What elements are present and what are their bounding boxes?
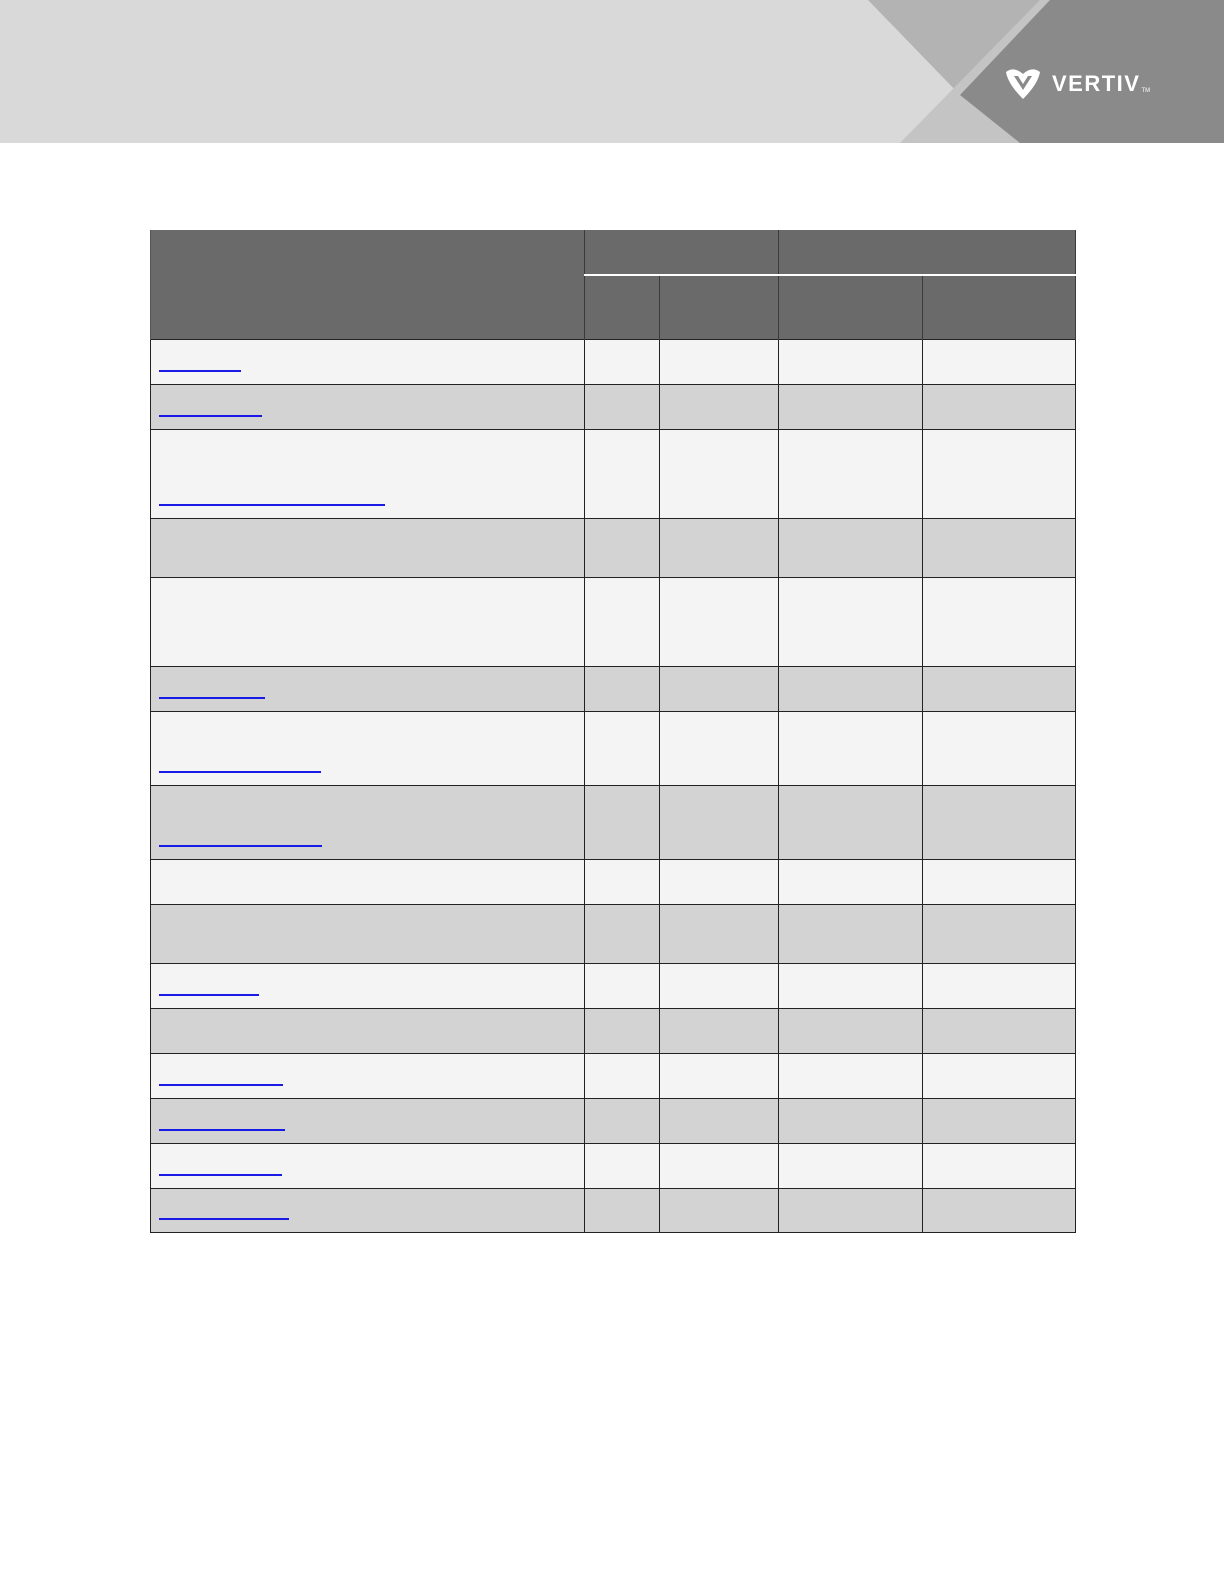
table-row <box>151 385 1076 430</box>
row-label-cell[interactable] <box>151 964 585 1009</box>
row-value-cell-4 <box>923 905 1076 964</box>
row-label-cell[interactable] <box>151 340 585 385</box>
row-link[interactable] <box>159 1129 285 1131</box>
table-row <box>151 905 1076 964</box>
row-value-cell-1 <box>585 1009 660 1054</box>
row-link[interactable] <box>159 994 259 996</box>
row-link[interactable] <box>159 845 322 847</box>
row-value-cell-3 <box>779 712 923 786</box>
row-label-cell[interactable] <box>151 1144 585 1189</box>
row-value-cell-4 <box>923 1189 1076 1233</box>
row-value-cell-4 <box>923 964 1076 1009</box>
row-value-cell-2 <box>660 1054 779 1099</box>
table-row <box>151 1054 1076 1099</box>
trademark-mark: TM <box>1141 88 1151 94</box>
row-value-cell-3 <box>779 340 923 385</box>
table-row <box>151 1009 1076 1054</box>
row-label-cell[interactable] <box>151 712 585 786</box>
row-value-cell-1 <box>585 905 660 964</box>
row-value-cell-2 <box>660 1144 779 1189</box>
row-label-cell[interactable] <box>151 1099 585 1144</box>
header-group-1 <box>585 230 779 275</box>
header-sub-4 <box>923 275 1076 340</box>
row-value-cell-4 <box>923 1144 1076 1189</box>
vertiv-logo-icon <box>1004 66 1042 102</box>
table-row <box>151 667 1076 712</box>
table-row <box>151 1189 1076 1233</box>
row-value-cell-2 <box>660 340 779 385</box>
row-value-cell-2 <box>660 964 779 1009</box>
row-value-cell-3 <box>779 860 923 905</box>
row-link[interactable] <box>159 1174 282 1176</box>
row-value-cell-4 <box>923 860 1076 905</box>
row-label-cell[interactable] <box>151 1189 585 1233</box>
row-link[interactable] <box>159 504 385 506</box>
row-value-cell-1 <box>585 1099 660 1144</box>
row-label-cell <box>151 905 585 964</box>
table-row <box>151 860 1076 905</box>
row-value-cell-3 <box>779 430 923 519</box>
row-link[interactable] <box>159 415 262 417</box>
row-value-cell-2 <box>660 519 779 578</box>
row-value-cell-3 <box>779 1054 923 1099</box>
row-value-cell-4 <box>923 340 1076 385</box>
row-label-cell <box>151 578 585 667</box>
row-link[interactable] <box>159 1218 289 1220</box>
row-value-cell-2 <box>660 1009 779 1054</box>
header-sub-3 <box>779 275 923 340</box>
row-value-cell-1 <box>585 430 660 519</box>
row-value-cell-3 <box>779 964 923 1009</box>
row-value-cell-1 <box>585 712 660 786</box>
table-row <box>151 786 1076 860</box>
row-value-cell-3 <box>779 519 923 578</box>
table-row <box>151 1144 1076 1189</box>
row-link[interactable] <box>159 697 265 699</box>
row-value-cell-2 <box>660 860 779 905</box>
row-value-cell-1 <box>585 340 660 385</box>
header-main-cell <box>151 230 585 340</box>
row-value-cell-1 <box>585 1054 660 1099</box>
table-row <box>151 964 1076 1009</box>
row-label-cell <box>151 519 585 578</box>
row-link[interactable] <box>159 1084 283 1086</box>
row-value-cell-2 <box>660 1189 779 1233</box>
table-row <box>151 578 1076 667</box>
row-link[interactable] <box>159 771 321 773</box>
row-value-cell-4 <box>923 786 1076 860</box>
row-value-cell-1 <box>585 578 660 667</box>
row-label-cell[interactable] <box>151 385 585 430</box>
row-value-cell-2 <box>660 905 779 964</box>
row-value-cell-2 <box>660 712 779 786</box>
vertiv-logo <box>1004 66 1150 102</box>
row-link[interactable] <box>159 370 241 372</box>
row-value-cell-1 <box>585 1144 660 1189</box>
row-value-cell-3 <box>779 1144 923 1189</box>
row-label-cell <box>151 860 585 905</box>
row-value-cell-3 <box>779 385 923 430</box>
row-value-cell-4 <box>923 578 1076 667</box>
row-value-cell-4 <box>923 519 1076 578</box>
row-value-cell-3 <box>779 905 923 964</box>
row-value-cell-2 <box>660 385 779 430</box>
row-value-cell-4 <box>923 1054 1076 1099</box>
row-value-cell-1 <box>585 786 660 860</box>
row-label-cell <box>151 1009 585 1054</box>
data-table <box>150 230 1076 1233</box>
brand-name: VERTIV <box>1052 71 1141 96</box>
row-value-cell-1 <box>585 860 660 905</box>
row-label-cell[interactable] <box>151 786 585 860</box>
table-row <box>151 1099 1076 1144</box>
row-value-cell-1 <box>585 519 660 578</box>
row-label-cell[interactable] <box>151 430 585 519</box>
row-value-cell-3 <box>779 786 923 860</box>
row-value-cell-3 <box>779 667 923 712</box>
row-value-cell-3 <box>779 1009 923 1054</box>
table-header <box>151 230 1076 340</box>
row-value-cell-4 <box>923 385 1076 430</box>
header-sub-1 <box>585 275 660 340</box>
row-label-cell[interactable] <box>151 667 585 712</box>
table-body <box>151 340 1076 1233</box>
table-row <box>151 519 1076 578</box>
row-value-cell-4 <box>923 667 1076 712</box>
row-value-cell-4 <box>923 712 1076 786</box>
row-value-cell-4 <box>923 1009 1076 1054</box>
row-value-cell-1 <box>585 1189 660 1233</box>
row-value-cell-3 <box>779 578 923 667</box>
row-value-cell-3 <box>779 1189 923 1233</box>
row-value-cell-1 <box>585 385 660 430</box>
table-row <box>151 340 1076 385</box>
table-row <box>151 430 1076 519</box>
row-value-cell-1 <box>585 667 660 712</box>
row-value-cell-2 <box>660 786 779 860</box>
row-label-cell[interactable] <box>151 1054 585 1099</box>
row-value-cell-2 <box>660 1099 779 1144</box>
header-banner <box>0 0 1224 143</box>
row-value-cell-4 <box>923 430 1076 519</box>
row-value-cell-3 <box>779 1099 923 1144</box>
row-value-cell-2 <box>660 430 779 519</box>
row-value-cell-1 <box>585 964 660 1009</box>
header-sub-2 <box>660 275 779 340</box>
row-value-cell-2 <box>660 667 779 712</box>
row-value-cell-4 <box>923 1099 1076 1144</box>
row-value-cell-2 <box>660 578 779 667</box>
table-row <box>151 712 1076 786</box>
header-group-2 <box>779 230 1076 275</box>
